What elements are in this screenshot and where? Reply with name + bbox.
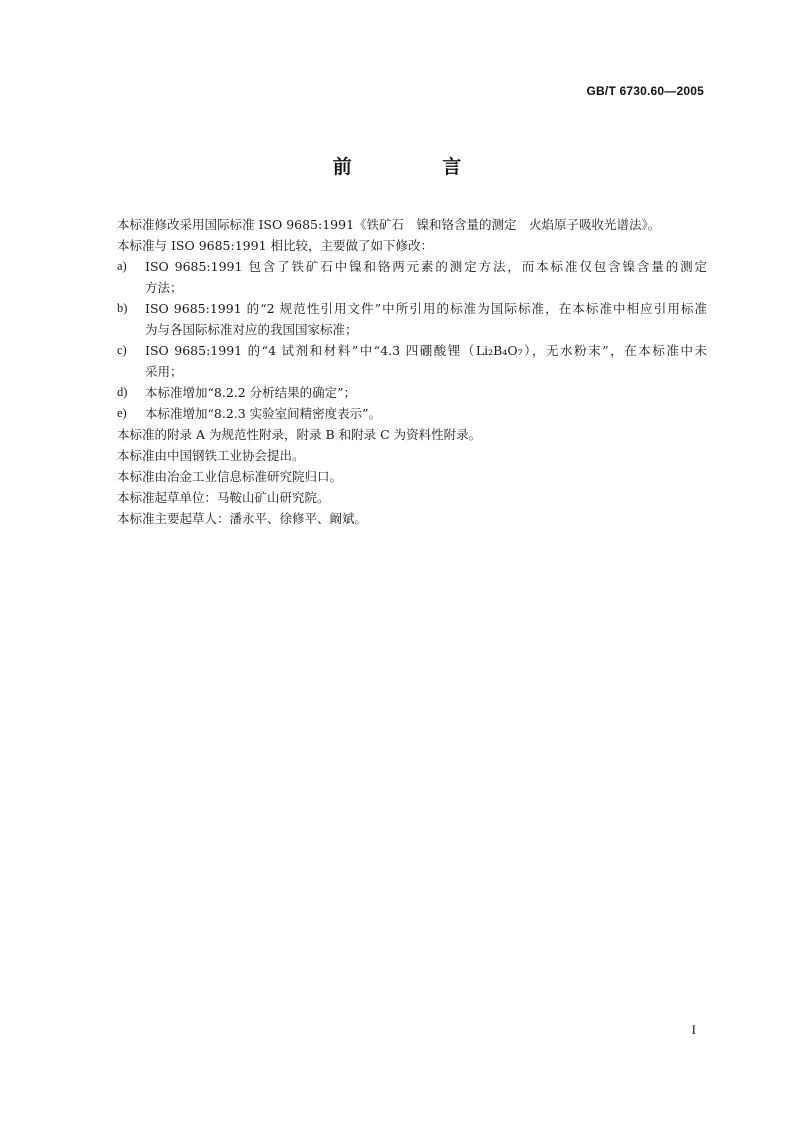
list-item xyxy=(117,340,707,382)
paragraph-drafters: 本标准主要起草人：潘永平、徐修平、阚斌。 xyxy=(117,511,368,526)
list-item-text: 本标准增加“8.2.3 实验室间精密度表示”。 xyxy=(145,406,382,421)
list-marker: c) xyxy=(117,343,127,357)
paragraph-annexes: 本标准的附录 A 为规范性附录，附录 B 和附录 C 为资料性附录。 xyxy=(117,427,482,442)
list-marker: d) xyxy=(117,385,128,399)
list-item xyxy=(117,403,707,424)
standard-number: GB/T 6730.60—2005 xyxy=(586,84,704,98)
list-item xyxy=(117,382,707,403)
list-item-text: ISO 9685:1991 的“2 规范性引用文件”中所引用的标准为国际标准，在本标准中相应引用标准 xyxy=(145,301,707,316)
list-item-text: ISO 9685:1991 的“4 试剂和材料”中“4.3 四硼酸锂（Li₂B₄O₇），无水粉末”，在本标准中未 xyxy=(145,343,707,358)
list-item-text-continued: 采用； xyxy=(145,364,183,379)
foreword-body xyxy=(117,214,707,529)
paragraph-proposer: 本标准由中国钢铁工业协会提出。 xyxy=(117,448,305,463)
page-number: I xyxy=(691,1022,696,1037)
page-title: 前 言 xyxy=(332,156,504,178)
list-item xyxy=(117,256,707,298)
list-item-text-continued: 为与各国际标准对应的我国国家标准； xyxy=(145,322,358,337)
list-item-text-continued: 方法； xyxy=(145,280,183,295)
list-marker: e) xyxy=(117,406,127,420)
list-item xyxy=(117,298,707,340)
modification-list xyxy=(117,256,707,424)
paragraph-drafting-unit: 本标准起草单位：马鞍山矿山研究院。 xyxy=(117,490,330,505)
paragraph-centralized-unit: 本标准由冶金工业信息标准研究院归口。 xyxy=(117,469,343,484)
list-marker: a) xyxy=(117,259,127,273)
paragraph-adoption: 本标准修改采用国际标准 ISO 9685:1991《铁矿石 镍和铬含量的测定 火焰原子吸收光谱法》。 xyxy=(117,217,661,232)
paragraph-comparison: 本标准与 ISO 9685:1991 相比较，主要做了如下修改： xyxy=(117,238,434,253)
list-item-text: ISO 9685:1991 包含了铁矿石中镍和铬两元素的测定方法，而本标准仅包含镍含量的测定 xyxy=(145,259,707,274)
list-item-text: 本标准增加“8.2.2 分析结果的确定”； xyxy=(145,385,357,400)
list-marker: b) xyxy=(117,301,128,315)
